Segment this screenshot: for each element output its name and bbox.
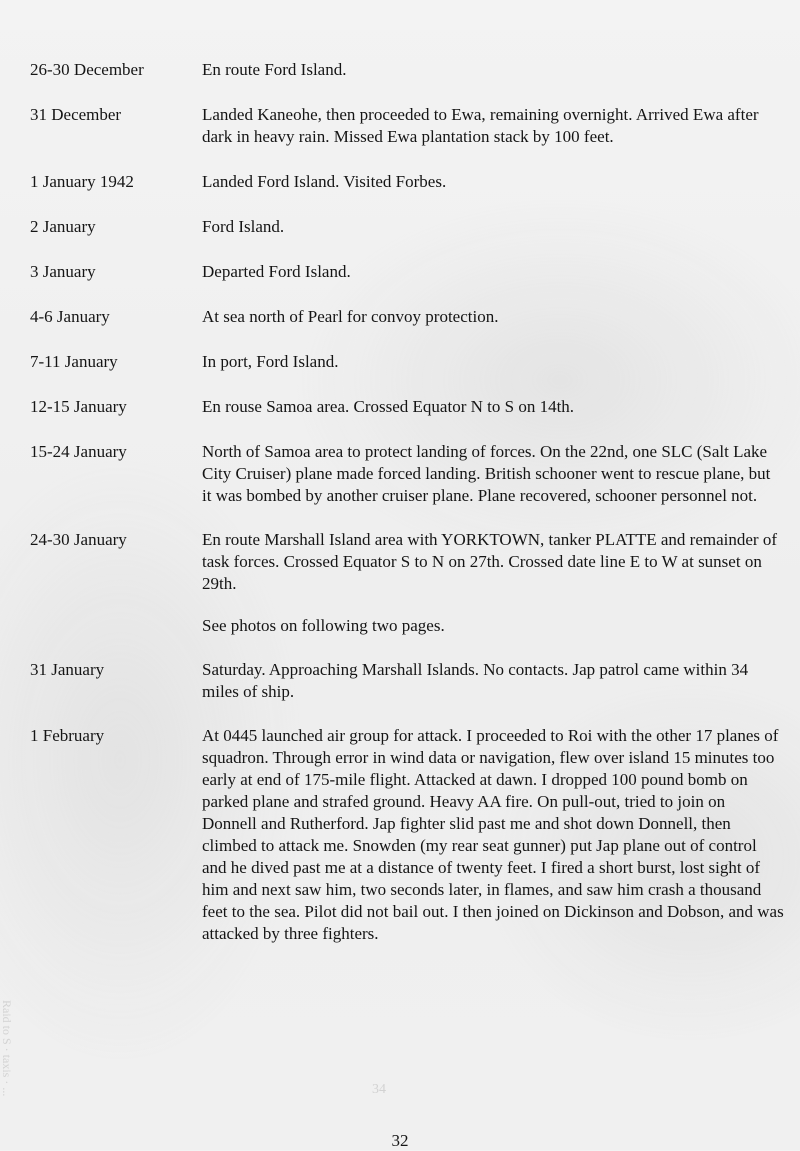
entry-date: 31 December (30, 105, 122, 124)
entry-text: At sea north of Pearl for convoy protection. (202, 307, 499, 326)
entry-text: Departed Ford Island. (202, 262, 351, 281)
entry-date: 7-11 January (30, 352, 118, 371)
entry-text: North of Samoa area to protect landing of forces. On the 22nd, one SLC (Salt Lake City Cruiser) plane made forced landing. British schooner went to rescue plane, but it was bombed by another cruiser plane. Plane recovered, schooner personnel not. (202, 442, 771, 505)
diary-entry (30, 725, 790, 945)
entry-date: 4-6 January (30, 307, 110, 326)
entry-text: Landed Ford Island. Visited Forbes. (202, 172, 447, 191)
page-number: 32 (391, 1131, 409, 1150)
entry-date: 1 January 1942 (30, 172, 134, 191)
diary-entry (30, 615, 790, 637)
entry-text: Landed Kaneohe, then proceeded to Ewa, remaining overnight. Arrived Ewa after dark in heavy rain. Missed Ewa plantation stack by 100 feet. (202, 105, 759, 146)
entry-date: 12-15 January (30, 397, 127, 416)
entry-date: 31 January (30, 660, 105, 679)
entry-date: 15-24 January (30, 442, 127, 461)
diary-entry (30, 59, 790, 81)
diary-entry (30, 104, 790, 148)
diary-entry (30, 261, 790, 283)
diary-entry (30, 351, 790, 373)
entry-text: En route Ford Island. (202, 60, 347, 79)
entry-text: See photos on following two pages. (202, 616, 445, 635)
entry-text: In port, Ford Island. (202, 352, 339, 371)
bleed-through-text: Raid to S · taxis · ... (0, 1000, 14, 1097)
diary-entry (30, 306, 790, 328)
diary-entries (30, 59, 790, 945)
entry-date: 2 January (30, 217, 96, 236)
diary-entry (30, 171, 790, 193)
diary-entry (30, 529, 790, 595)
entry-date: 3 January (30, 262, 96, 281)
entry-text: En rouse Samoa area. Crossed Equator N to S on 14th. (202, 397, 575, 416)
diary-entry (30, 441, 790, 507)
entry-date: 26-30 December (30, 60, 144, 79)
diary-entry (30, 659, 790, 703)
entry-date: 1 February (30, 726, 105, 745)
bleed-through-page-number: 34 (372, 1082, 386, 1097)
diary-entry (30, 216, 790, 238)
entry-text: At 0445 launched air group for attack. I proceeded to Roi with the other 17 planes of squadron. Through error in wind data or navigation, flew over island 15 minutes too early at end of 175-mile flight. Attacked at dawn. I dropped 100 pound bomb on parked plane and strafed ground. Heavy AA fire. On pull-out, tried to join on Donnell and Rutherford. Jap fighter slid past me and shot down Donnell, then climbed to attack me. Snowden (my rear seat gunner) put Jap plane out of control and he dived past me at a distance of twenty feet. I fired a short burst, lost sight of him and next saw him, two seconds later, in flames, and saw him crash a thousand feet to the sea. Pilot did not bail out. I then joined on Dickinson and Dobson, and was attacked by three fighters. (202, 726, 784, 943)
entry-text: Saturday. Approaching Marshall Islands. No contacts. Jap patrol came within 34 miles of ship. (202, 660, 749, 701)
diary-entry (30, 396, 790, 418)
entry-text: Ford Island. (202, 217, 285, 236)
entry-date: 24-30 January (30, 530, 127, 549)
entry-text: En route Marshall Island area with YORKTOWN, tanker PLATTE and remainder of task forces. Crossed Equator S to N on 27th. Crossed date line E to W at sunset on 29th. (202, 530, 777, 593)
